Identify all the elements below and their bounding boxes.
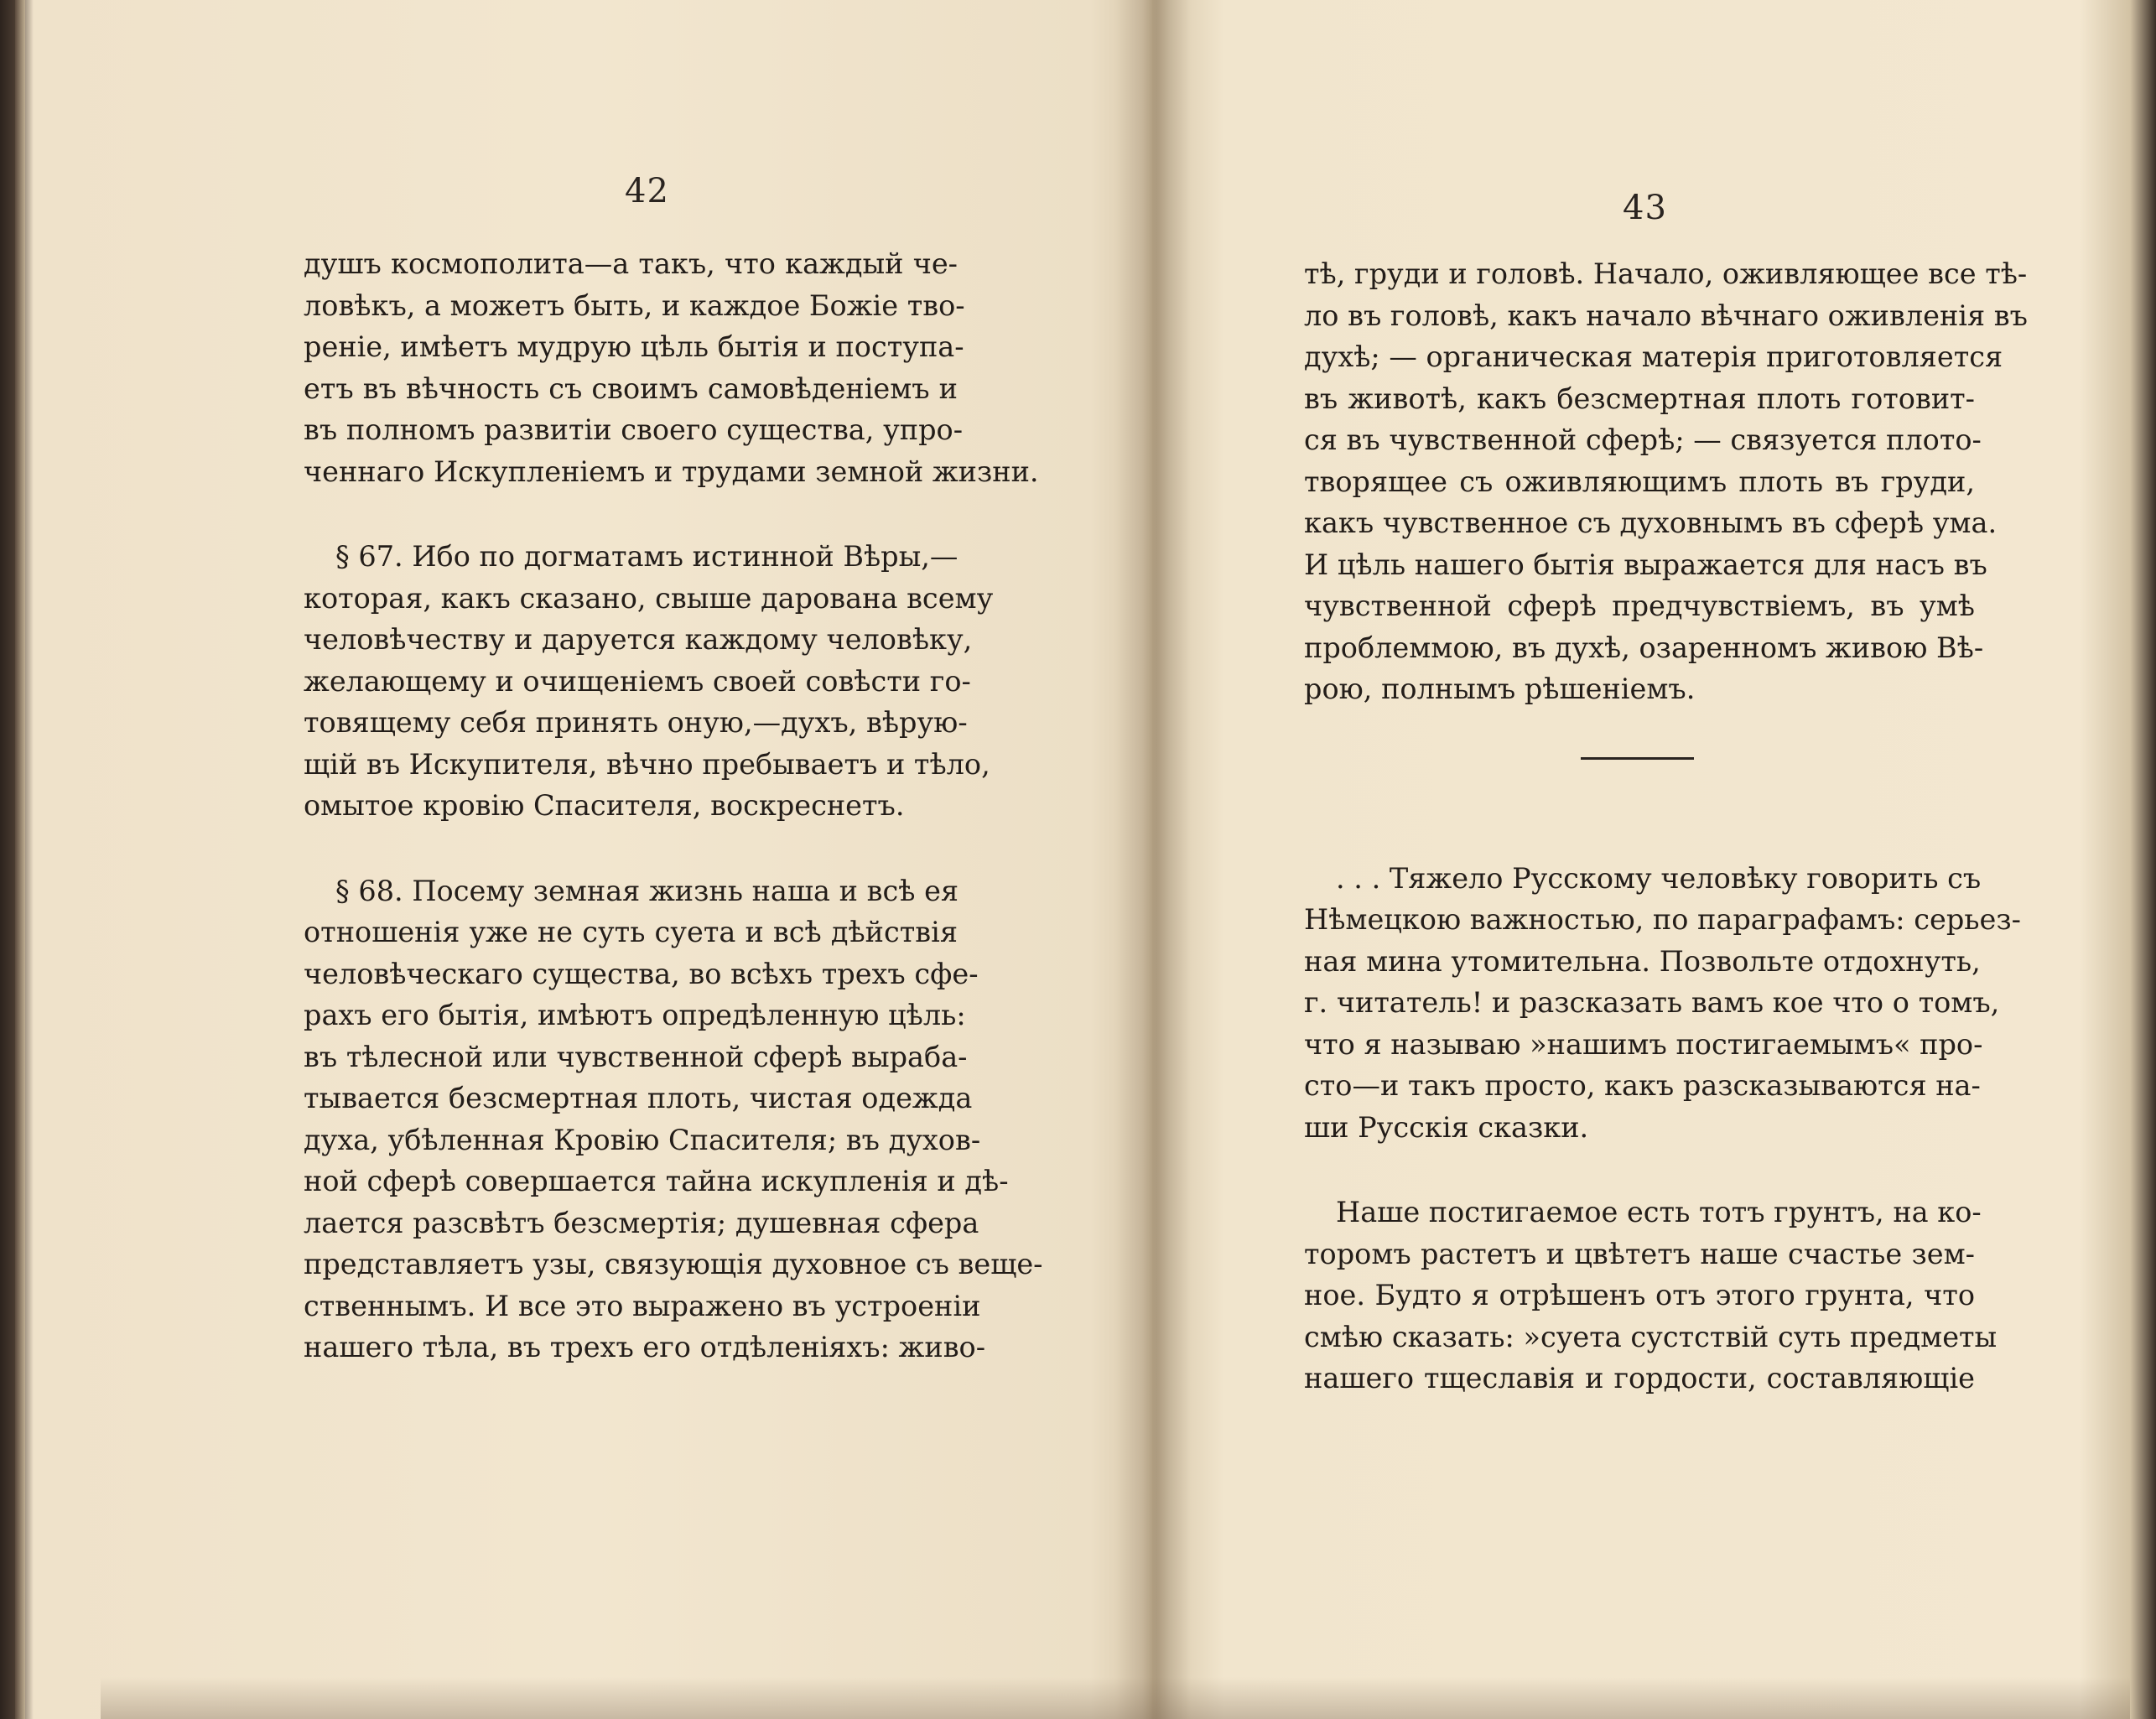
- text-line: товящему себя принять оную,—духъ, вѣрую-: [304, 706, 968, 739]
- page-number-left: 42: [625, 172, 669, 210]
- text-line: духѣ; — органическая матерія приготовляется: [1304, 340, 2003, 373]
- left-page-text: [304, 243, 1043, 1368]
- text-line: тывается безсмертная плоть, чистая одежда: [304, 1082, 973, 1114]
- text-line: которая, какъ сказано, свыше дарована всему: [304, 581, 994, 615]
- page-bottom-edge: [101, 1677, 2130, 1719]
- text-line: нашего тѣла, въ трехъ его отдѣленіяхъ: живо-: [304, 1331, 986, 1363]
- text-line: етъ въ вѣчность съ своимъ самовѣденіемъ и: [304, 371, 958, 405]
- paragraph-67-start: § 67. Ибо по догматамъ истинной Вѣры,—: [335, 540, 959, 573]
- text-line: духа, убѣленная Кровію Спасителя; въ духов-: [304, 1123, 981, 1156]
- text-line: ло въ головѣ, какъ начало вѣчнаго оживленія въ: [1304, 299, 2028, 332]
- text-line: чувственной сферѣ предчувствіемъ, въ умѣ: [1304, 589, 1975, 622]
- text-line: рахъ его бытія, имѣютъ опредѣленную цѣль:: [304, 999, 966, 1031]
- text-line: ченнаго Искупленіемъ и трудами земной жизни.: [304, 454, 1039, 488]
- page-edge: [15, 0, 25, 1719]
- right-page-text: [1304, 253, 2028, 1400]
- text-line: душъ космополита—а такъ, что каждый че-: [304, 247, 958, 280]
- text-line: ся въ чувственной сферѣ; — связуется плото-: [1304, 423, 1982, 456]
- text-line: желающему и очищеніемъ своей совѣсти го-: [304, 664, 971, 698]
- text-line: отношенія уже не суть суета и всѣ дѣйствія: [304, 916, 958, 948]
- text-line: творящее съ оживляющимъ плоть въ груди,: [1304, 465, 1975, 498]
- text-line: какъ чувственное съ духовнымъ въ сферѣ ума.: [1304, 506, 1998, 539]
- section-divider-rule: [1581, 757, 1694, 760]
- text-line: И цѣль нашего бытія выражается для насъ въ: [1304, 548, 1987, 581]
- text-line: лается разсвѣтъ безсмертія; душевная сфера: [304, 1206, 979, 1239]
- text-line: ной сферѣ совершается тайна искупленія и дѣ-: [304, 1165, 1009, 1197]
- text-line: реніе, имѣетъ мудрую цѣль бытія и поступа-: [304, 330, 964, 363]
- text-line: омытое кровію Спасителя, воскреснетъ.: [304, 789, 905, 822]
- text-line: Нѣмецкою важностью, по параграфамъ: серьез-: [1304, 903, 2021, 936]
- text-line: нашего тщеславія и гордости, составляющіе: [1304, 1362, 1975, 1394]
- text-line: тѣ, груди и головѣ. Начало, оживляющее все тѣ-: [1304, 257, 2028, 290]
- text-line: въ полномъ развитіи своего существа, упро-: [304, 413, 964, 446]
- text-line: ши Русскія сказки.: [1304, 1110, 1589, 1144]
- text-line: рою, полнымъ рѣшеніемъ.: [1304, 673, 1696, 705]
- text-line: смѣю сказать: »суета сустствій суть предметы: [1304, 1320, 1998, 1353]
- text-line: проблеммою, въ духѣ, озаренномъ живою Вѣ-: [1304, 631, 1984, 664]
- text-line: торомъ растетъ и цвѣтетъ наше счастье зем-: [1304, 1237, 1975, 1270]
- text-line: представляетъ узы, связующія духовное съ веще-: [304, 1248, 1043, 1280]
- text-line: въ тѣлесной или чувственной сферѣ выраба-: [304, 1040, 968, 1073]
- text-line: щій въ Искупителя, вѣчно пребываетъ и тѣло,: [304, 747, 990, 781]
- text-line: ное. Будто я отрѣшенъ отъ этого грунта, что: [1304, 1279, 1975, 1311]
- text-line: ственнымъ. И все это выражено въ устроеніи: [304, 1289, 981, 1322]
- paragraph-start: Наше постигаемое есть тотъ грунтъ, на ко-: [1336, 1196, 1982, 1228]
- text-line: ловѣкъ, а можетъ быть, и каждое Божіе тво-: [304, 288, 965, 322]
- text-line: человѣческаго существа, во всѣхъ трехъ сфе-: [304, 957, 979, 990]
- text-line: что я называю »нашимъ постигаемымъ« про-: [1304, 1027, 1983, 1061]
- digression-start: . . . Тяжело Русскому человѣку говорить съ: [1336, 861, 1982, 895]
- page-number-right: 43: [1623, 189, 1667, 227]
- text-line: сто—и такъ просто, какъ разсказываются на-: [1304, 1069, 1981, 1102]
- text-line: человѣчеству и даруется каждому человѣку,: [304, 623, 973, 656]
- text-line: въ животѣ, какъ безсмертная плоть готовит-: [1304, 382, 1975, 415]
- text-line: ная мина утомительна. Позвольте отдохнуть,: [1304, 944, 1981, 978]
- paragraph-68-start: § 68. Посему земная жизнь наша и всѣ ея: [335, 874, 959, 907]
- text-line: г. читатель! и разсказать вамъ кое что о томъ,: [1304, 986, 2000, 1019]
- book-gutter: [1115, 0, 1191, 1719]
